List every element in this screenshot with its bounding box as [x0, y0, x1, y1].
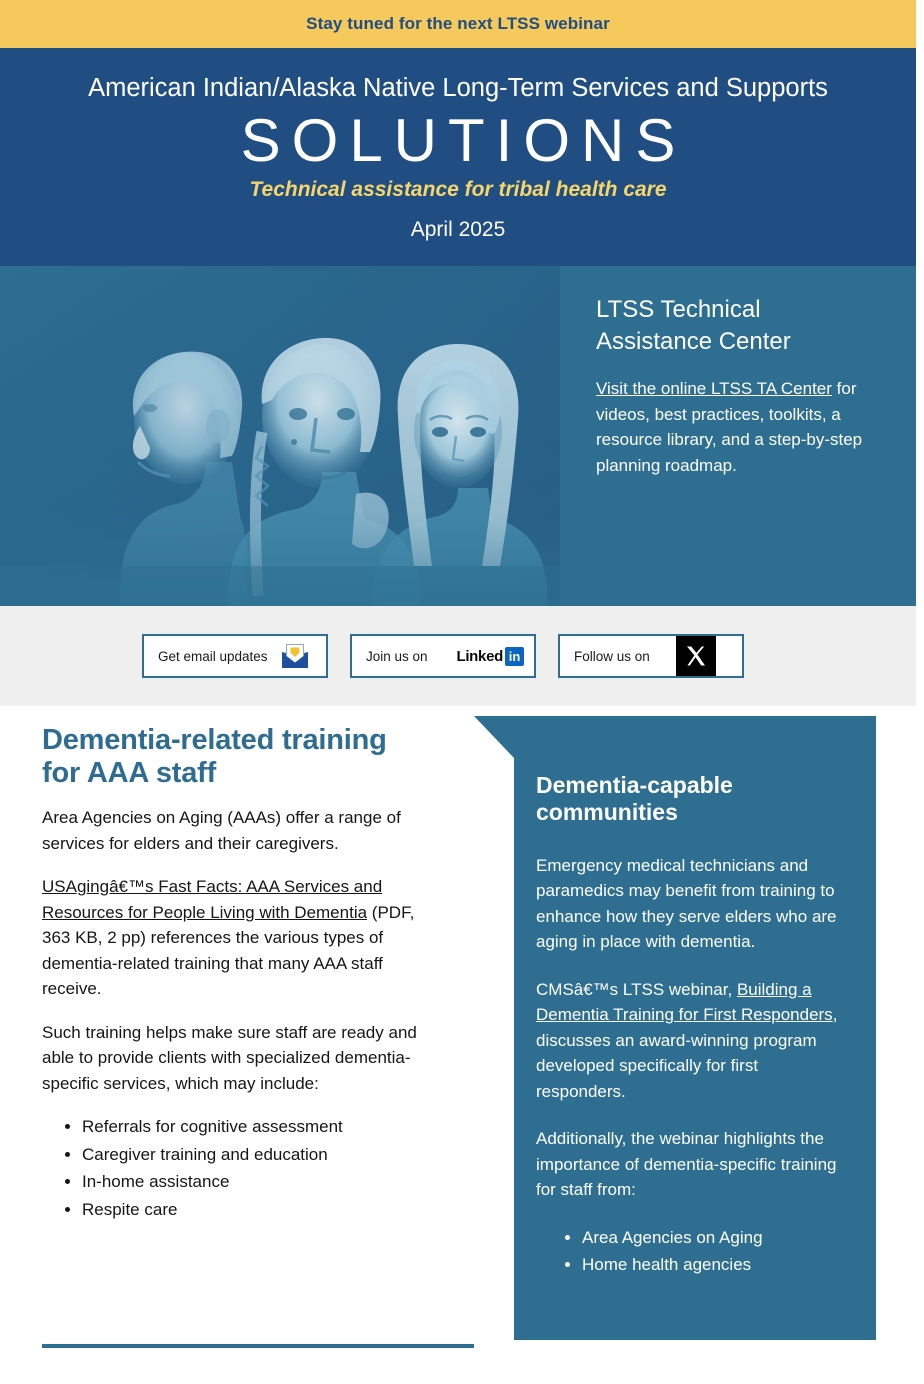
content-area [0, 706, 916, 1360]
article-paragraph-1: Area Agencies on Aging (AAAs) offer a range of services for elders and their caregivers. [42, 808, 401, 853]
hero-copy [560, 266, 916, 606]
list-item: • In-home assistance [82, 1169, 432, 1195]
panel-paragraph-3: Additionally, the webinar highlights the importance of dementia-specific training for staff from: [536, 1129, 837, 1200]
panel-corner-fold [474, 716, 514, 758]
dementia-training-webinar-link[interactable]: Building a Dementia Training for First Responders [536, 979, 833, 1025]
get-email-updates-button[interactable] [142, 634, 328, 678]
article-paragraph-2-rest: (PDF, 363 KB, 2 pp) references the various types of dementia-related training that many AAA staff receive. [42, 902, 415, 999]
linkedin-button[interactable] [350, 634, 536, 678]
article-bullet-list [42, 1114, 432, 1222]
list-item: • Respite care [82, 1197, 432, 1223]
x-twitter-button[interactable] [558, 634, 744, 678]
x-logo-icon [676, 636, 716, 676]
hero-body-rest: for videos, best practices, toolkits, a resource library, and a step-by-step planning roadmap. [596, 379, 863, 475]
envelope-icon [280, 643, 310, 669]
panel-title: Dementia-capable communities [536, 772, 733, 826]
panel-paragraph-2 [536, 977, 846, 1105]
hero-heading: LTSS Technical Assistance Center [596, 296, 791, 356]
linkedin-logo [456, 647, 524, 666]
hero-band [0, 266, 916, 606]
hero-photo [0, 266, 560, 606]
panel-paragraph-2-rest: , discusses an award-winning program developed specifically for first responders. [536, 1005, 838, 1101]
masthead-title: SOLUTIONS [240, 107, 687, 175]
article-column [0, 706, 474, 1360]
usaging-fast-facts-link[interactable]: USAgingâ€™s Fast Facts: AAA Services and Resources for People Living with Dementia [42, 877, 383, 922]
teaser-banner[interactable] [0, 0, 916, 48]
linkedin-wordmark: Linked [456, 647, 503, 665]
article-bottom-rule [42, 1344, 474, 1348]
list-item: • Home health agencies [582, 1252, 846, 1278]
teaser-banner-text: Stay tuned for the next LTSS webinar [306, 14, 610, 33]
masthead-kicker: American Indian/Alaska Native Long-Term Services and Supports [88, 74, 828, 102]
masthead-issue-date: April 2025 [410, 218, 506, 242]
hero-body [596, 376, 874, 478]
masthead-tagline: Technical assistance for tribal health care [249, 178, 667, 202]
panel-bullet-list [536, 1225, 846, 1278]
article-paragraph-3: Such training helps make sure staff are ready and able to provide clients with specialized dementia-specific services, which may include: [42, 1022, 417, 1093]
article-title: Dementia-related training for AAA staff [42, 724, 387, 789]
list-item: • Area Agencies on Aging [582, 1225, 846, 1251]
linkedin-in-icon: in [505, 647, 524, 666]
linkedin-label: Join us on [366, 648, 428, 664]
masthead [0, 48, 916, 266]
social-button-band [0, 606, 916, 706]
x-twitter-label: Follow us on [574, 648, 650, 664]
list-item: • Caregiver training and education [82, 1142, 432, 1168]
get-email-updates-label: Get email updates [158, 648, 268, 664]
article-paragraph-2 [42, 874, 432, 1002]
panel-paragraph-1: Emergency medical technicians and paramedics may benefit from training to enhance how they serve elders who are aging in place with dementia. [536, 855, 837, 952]
sidebar-column [474, 706, 916, 1360]
sidebar-panel [514, 716, 876, 1340]
list-item: • Referrals for cognitive assessment [82, 1114, 432, 1140]
ltss-ta-center-link[interactable]: Visit the online LTSS TA Center [596, 379, 832, 399]
panel-paragraph-2-pre: CMSâ€™s LTSS webinar, [536, 979, 737, 999]
